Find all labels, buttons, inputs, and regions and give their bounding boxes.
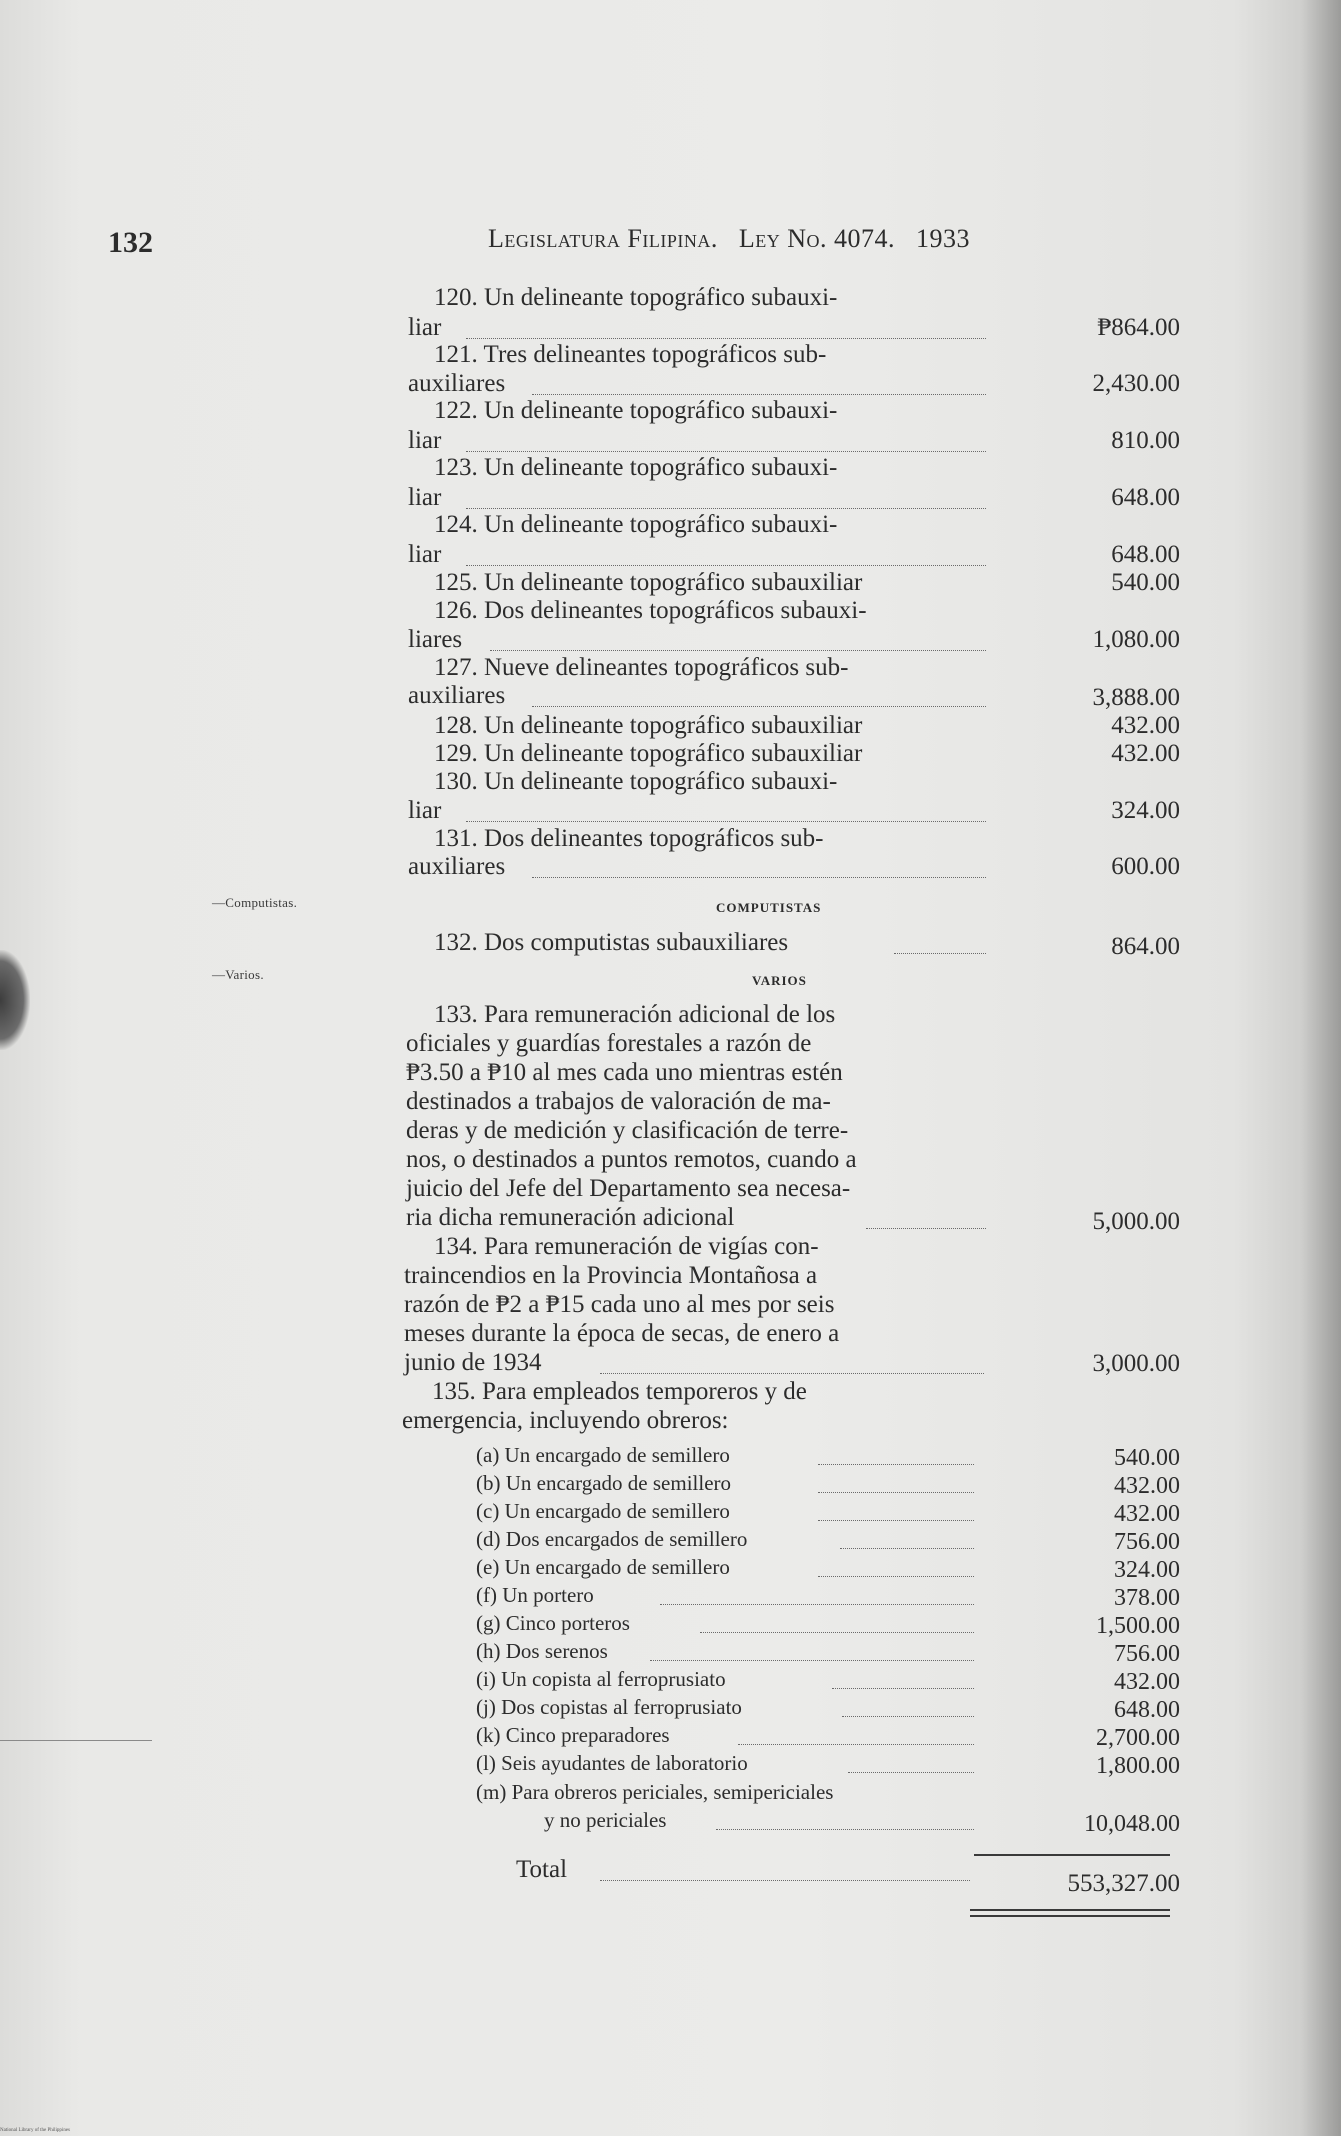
total-rule-top bbox=[974, 1854, 1170, 1856]
subitem-k: (k) Cinco preparadores bbox=[476, 1723, 670, 1747]
total-double-rule-2 bbox=[970, 1915, 1170, 1917]
leader-dots bbox=[716, 1829, 974, 1830]
amount-129: 432.00 bbox=[1111, 740, 1180, 767]
item-120-line-1: 120. Un delineante topográfico subauxi- bbox=[434, 284, 838, 311]
item-126-line-2: liares bbox=[408, 626, 463, 653]
item-129-line: 129. Un delineante topográfico subauxiliar bbox=[434, 740, 863, 767]
page-number: 132 bbox=[108, 226, 153, 259]
amount-sub-b: 432.00 bbox=[1114, 1473, 1180, 1499]
leader-dots bbox=[738, 1744, 974, 1745]
subitem-j: (j) Dos copistas al ferroprusiato bbox=[476, 1695, 742, 1719]
item-134-line-4: meses durante la época de secas, de enero a bbox=[404, 1320, 840, 1347]
item-134-line-5: junio de 1934 bbox=[404, 1349, 542, 1376]
item-133-line-1: 133. Para remuneración adicional de los bbox=[434, 1001, 836, 1028]
leader-dots bbox=[466, 338, 986, 339]
amount-132: 864.00 bbox=[1111, 933, 1180, 960]
amount-133: 5,000.00 bbox=[1092, 1208, 1180, 1235]
scanner-thumb-shadow bbox=[0, 950, 30, 1050]
subitem-c: (c) Un encargado de semillero bbox=[476, 1499, 730, 1523]
item-120-line-2: liar bbox=[408, 314, 442, 341]
leader-dots bbox=[466, 565, 986, 566]
total-amount: 553,327.00 bbox=[1067, 1870, 1180, 1897]
item-123-line-2: liar bbox=[408, 484, 442, 511]
amount-sub-c: 432.00 bbox=[1114, 1501, 1180, 1527]
item-133-line-7: juicio del Jefe del Departamento sea necesa- bbox=[406, 1175, 851, 1202]
leader-dots bbox=[848, 1772, 974, 1773]
item-122-line-1: 122. Un delineante topográfico subauxi- bbox=[434, 397, 838, 424]
total-label: Total bbox=[516, 1856, 568, 1883]
item-128-line: 128. Un delineante topográfico subauxiliar bbox=[434, 712, 863, 739]
margin-rule bbox=[0, 1740, 152, 1741]
subitem-a: (a) Un encargado de semillero bbox=[476, 1443, 730, 1467]
total-double-rule-1 bbox=[970, 1909, 1170, 1911]
leader-dots bbox=[842, 1716, 974, 1717]
item-133-line-5: deras y de medición y clasificación de terre- bbox=[406, 1117, 849, 1144]
amount-127: 3,888.00 bbox=[1092, 684, 1180, 711]
amount-124: 648.00 bbox=[1111, 541, 1180, 568]
page-edge-shadow bbox=[1301, 0, 1341, 2136]
subitem-d: (d) Dos encargados de semillero bbox=[476, 1527, 748, 1551]
amount-sub-d: 756.00 bbox=[1114, 1529, 1180, 1555]
amount-sub-m: 10,048.00 bbox=[1084, 1811, 1180, 1837]
leader-dots bbox=[818, 1492, 974, 1493]
leader-dots bbox=[840, 1548, 974, 1549]
subitem-b: (b) Un encargado de semillero bbox=[476, 1471, 732, 1495]
leader-dots bbox=[700, 1632, 974, 1633]
subitem-f: (f) Un portero bbox=[476, 1583, 594, 1607]
subitem-m-line-1: (m) Para obreros periciales, semipericiales bbox=[476, 1780, 834, 1804]
leader-dots bbox=[490, 650, 986, 651]
running-head bbox=[488, 224, 970, 254]
leader-dots bbox=[532, 394, 986, 395]
leader-dots bbox=[532, 706, 986, 707]
item-127-line-2: auxiliares bbox=[408, 682, 506, 709]
leader-dots bbox=[600, 1880, 970, 1881]
item-133-line-3: ₱3.50 a ₱10 al mes cada uno mientras estén bbox=[406, 1059, 843, 1086]
leader-dots bbox=[466, 451, 986, 452]
amount-130: 324.00 bbox=[1111, 797, 1180, 824]
margin-note-varios: —Varios. bbox=[212, 967, 264, 982]
item-130-line-2: liar bbox=[408, 797, 442, 824]
item-124-line-2: liar bbox=[408, 541, 442, 568]
subitem-h: (h) Dos serenos bbox=[476, 1639, 608, 1663]
amount-123: 648.00 bbox=[1111, 484, 1180, 511]
amount-121: 2,430.00 bbox=[1092, 370, 1180, 397]
running-head-legislature: Legislatura Filipina. bbox=[488, 224, 718, 253]
item-135-line-1: 135. Para empleados temporeros y de bbox=[432, 1378, 807, 1405]
amount-126: 1,080.00 bbox=[1092, 626, 1180, 653]
subitem-m-line-2: y no periciales bbox=[544, 1808, 667, 1832]
item-125-line: 125. Un delineante topográfico subauxiliar bbox=[434, 569, 863, 596]
amount-sub-l: 1,800.00 bbox=[1096, 1753, 1180, 1779]
item-123-line-1: 123. Un delineante topográfico subauxi- bbox=[434, 454, 838, 481]
amount-sub-a: 540.00 bbox=[1114, 1445, 1180, 1471]
subitem-i: (i) Un copista al ferroprusiato bbox=[476, 1667, 726, 1691]
item-126-line-1: 126. Dos delineantes topográficos subauxi- bbox=[434, 597, 867, 624]
amount-sub-f: 378.00 bbox=[1114, 1585, 1180, 1611]
section-head-computistas: COMPUTISTAS bbox=[716, 900, 822, 915]
leader-dots bbox=[466, 821, 986, 822]
item-121-line-2: auxiliares bbox=[408, 370, 506, 397]
item-134-line-2: traincendios en la Provincia Montañosa a bbox=[404, 1262, 818, 1289]
amount-131: 600.00 bbox=[1111, 853, 1180, 880]
item-127-line-1: 127. Nueve delineantes topográficos sub- bbox=[434, 654, 849, 681]
amount-128: 432.00 bbox=[1111, 712, 1180, 739]
amount-sub-k: 2,700.00 bbox=[1096, 1725, 1180, 1751]
item-133-line-8: ria dicha remuneración adicional bbox=[406, 1204, 735, 1231]
amount-sub-e: 324.00 bbox=[1114, 1557, 1180, 1583]
margin-note-computistas: —Computistas. bbox=[212, 895, 298, 910]
leader-dots bbox=[466, 508, 986, 509]
leader-dots bbox=[532, 877, 986, 878]
amount-134: 3,000.00 bbox=[1092, 1350, 1180, 1377]
subitem-g: (g) Cinco porteros bbox=[476, 1611, 630, 1635]
leader-dots bbox=[832, 1688, 974, 1689]
item-122-line-2: liar bbox=[408, 427, 442, 454]
amount-sub-g: 1,500.00 bbox=[1096, 1613, 1180, 1639]
item-121-line-1: 121. Tres delineantes topográficos sub- bbox=[434, 341, 827, 368]
item-131-line-1: 131. Dos delineantes topográficos sub- bbox=[434, 825, 824, 852]
item-130-line-1: 130. Un delineante topográfico subauxi- bbox=[434, 768, 838, 795]
item-131-line-2: auxiliares bbox=[408, 853, 506, 880]
leader-dots bbox=[866, 1228, 986, 1229]
scan-footer: National Library of the Philippines bbox=[0, 2128, 70, 2133]
amount-125: 540.00 bbox=[1111, 569, 1180, 596]
item-124-line-1: 124. Un delineante topográfico subauxi- bbox=[434, 511, 838, 538]
item-133-line-6: nos, o destinados a puntos remotos, cuando a bbox=[406, 1146, 857, 1173]
subitem-e: (e) Un encargado de semillero bbox=[476, 1555, 730, 1579]
item-134-line-3: razón de ₱2 a ₱15 cada uno al mes por seis bbox=[404, 1291, 835, 1318]
section-head-varios: VARIOS bbox=[752, 973, 807, 988]
leader-dots bbox=[650, 1660, 974, 1661]
amount-122: 810.00 bbox=[1111, 427, 1180, 454]
amount-120: ₱864.00 bbox=[1097, 314, 1180, 341]
item-134-line-1: 134. Para remuneración de vigías con- bbox=[434, 1233, 819, 1260]
item-135-line-2: emergencia, incluyendo obreros: bbox=[402, 1407, 729, 1434]
item-133-line-4: destinados a trabajos de valoración de ma- bbox=[406, 1088, 831, 1115]
leader-dots bbox=[818, 1520, 974, 1521]
item-133-line-2: oficiales y guardías forestales a razón de bbox=[406, 1030, 812, 1057]
leader-dots bbox=[600, 1373, 984, 1374]
amount-sub-j: 648.00 bbox=[1114, 1697, 1180, 1723]
leader-dots bbox=[894, 953, 986, 954]
subitem-l: (l) Seis ayudantes de laboratorio bbox=[476, 1751, 748, 1775]
running-head-law: Ley No. 4074. bbox=[738, 224, 895, 253]
running-head-year: 1933 bbox=[915, 224, 970, 253]
amount-sub-h: 756.00 bbox=[1114, 1641, 1180, 1667]
leader-dots bbox=[660, 1604, 974, 1605]
item-132-line: 132. Dos computistas subauxiliares bbox=[434, 929, 789, 956]
leader-dots bbox=[818, 1576, 974, 1577]
leader-dots bbox=[818, 1464, 974, 1465]
amount-sub-i: 432.00 bbox=[1114, 1669, 1180, 1695]
